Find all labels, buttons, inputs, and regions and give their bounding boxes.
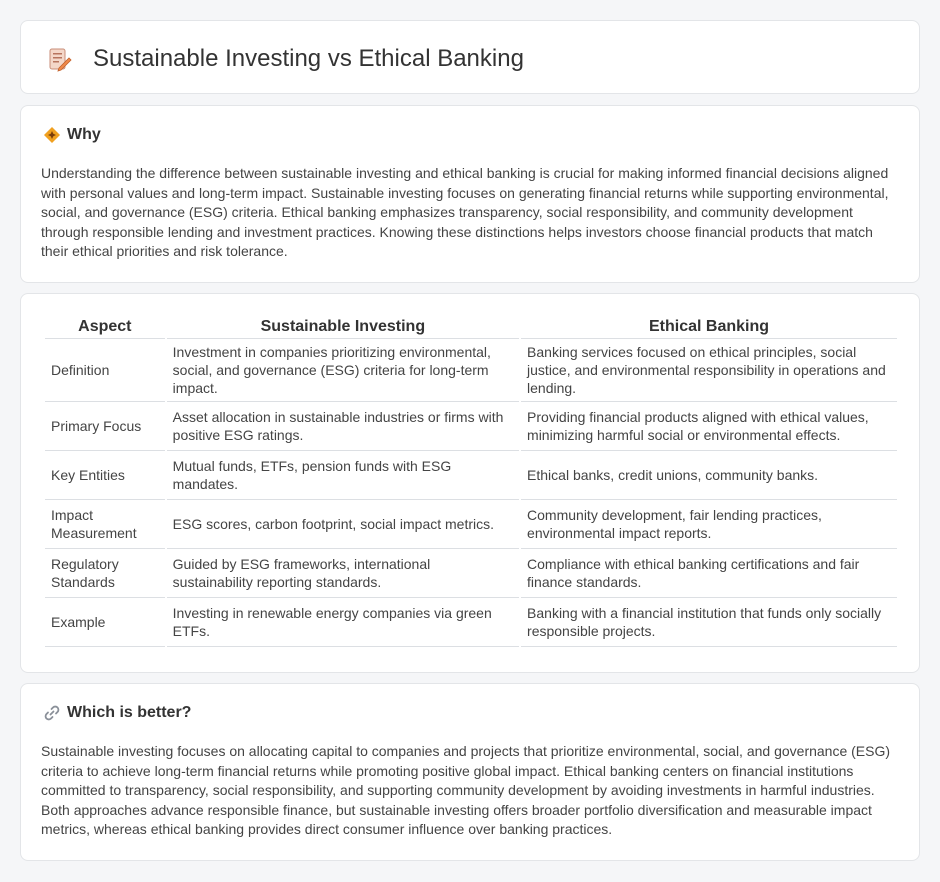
header-sustainable-investing: Sustainable Investing <box>167 314 519 339</box>
row-aspect: Regulatory Standards <box>45 549 165 598</box>
table-row <box>45 549 897 598</box>
why-card <box>20 105 920 283</box>
better-heading-row <box>43 704 191 722</box>
row-ethical: Banking services focused on ethical principles, social justice, and environmental responsibility in operations and lending. <box>521 339 897 402</box>
row-ethical: Compliance with ethical banking certifications and fair finance standards. <box>521 549 897 598</box>
page-title: Sustainable Investing vs Ethical Banking <box>93 45 524 72</box>
row-ethical: Banking with a financial institution that funds only socially responsible projects. <box>521 598 897 647</box>
row-aspect: Definition <box>45 339 165 402</box>
row-aspect: Example <box>45 598 165 647</box>
table-row <box>45 402 897 451</box>
row-sustainable: Investing in renewable energy companies via green ETFs. <box>167 598 519 647</box>
comparison-card <box>20 293 920 673</box>
better-body: Sustainable investing focuses on allocating capital to companies and projects that prioritize environmental, social, and governance (ESG) criteria to achieve long-term financial returns while promoting positive global impact. Ethical banking centers on financial institutions committed to transparency, social responsibility, and supporting community development by avoiding investments in harmful industries. Both approaches advance responsible finance, but sustainable investing offers broader portfolio diversification and measurable impact metrics, whereas ethical banking provides direct consumer influence over banking practices. <box>41 743 891 837</box>
why-heading: Why <box>67 126 101 143</box>
document-pencil-icon <box>47 47 73 73</box>
row-sustainable: ESG scores, carbon footprint, social impact metrics. <box>167 500 519 549</box>
why-heading-row <box>43 126 101 144</box>
better-heading: Which is better? <box>67 704 192 721</box>
header-aspect: Aspect <box>45 314 165 339</box>
title-card <box>20 20 920 94</box>
table-row <box>45 451 897 500</box>
row-ethical: Ethical banks, credit unions, community banks. <box>521 451 897 500</box>
row-ethical: Providing financial products aligned with ethical values, minimizing harmful social or environmental effects. <box>521 402 897 451</box>
table-row <box>45 500 897 549</box>
row-aspect: Impact Measurement <box>45 500 165 549</box>
table-header-row <box>45 314 897 339</box>
table-row <box>45 339 897 402</box>
comparison-table <box>43 314 899 647</box>
link-icon <box>43 704 61 722</box>
table-row <box>45 598 897 647</box>
why-body: Understanding the difference between sustainable investing and ethical banking is crucial for making informed financial decisions aligned with personal values and long-term impact. Sustainable investing focuses on generating financial returns while supporting environmental, social, and governance (ESG) criteria. Ethical banking emphasizes transparency, social responsibility, and community development through responsible lending and investment practices. Knowing these distinctions helps investors choose financial products that match their ethical priorities and risk tolerance. <box>41 165 889 259</box>
row-aspect: Primary Focus <box>45 402 165 451</box>
better-card <box>20 683 920 861</box>
row-sustainable: Guided by ESG frameworks, international sustainability reporting standards. <box>167 549 519 598</box>
row-sustainable: Mutual funds, ETFs, pension funds with ESG mandates. <box>167 451 519 500</box>
row-sustainable: Asset allocation in sustainable industries or firms with positive ESG ratings. <box>167 402 519 451</box>
row-aspect: Key Entities <box>45 451 165 500</box>
sparkle-diamond-icon <box>43 126 61 144</box>
row-ethical: Community development, fair lending practices, environmental impact reports. <box>521 500 897 549</box>
row-sustainable: Investment in companies prioritizing environmental, social, and governance (ESG) criteria for long-term impact. <box>167 339 519 402</box>
header-ethical-banking: Ethical Banking <box>521 314 897 339</box>
